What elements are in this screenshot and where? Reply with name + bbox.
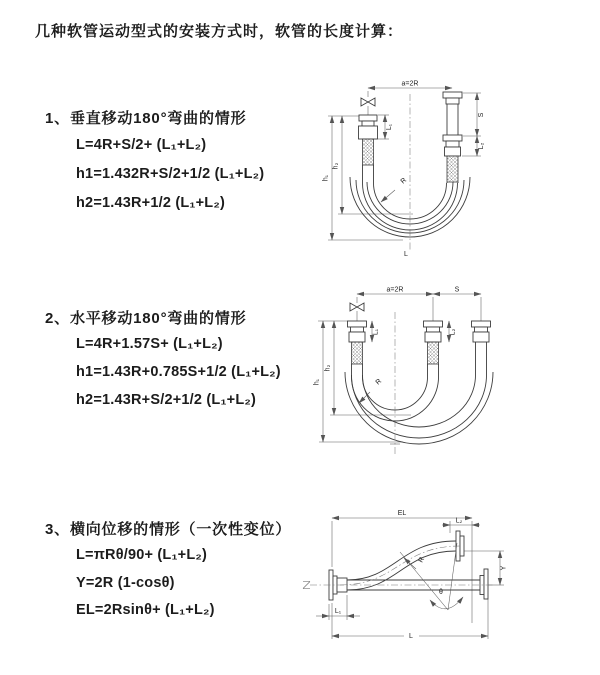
d3-radius-callout <box>404 556 426 569</box>
d2-hose-curves <box>345 364 493 444</box>
valve-icon <box>361 98 375 115</box>
diagram-lateral-displacement <box>298 503 600 653</box>
dim-label-el: EL <box>397 510 407 517</box>
d2-left-fitting <box>348 321 367 364</box>
diagram-vertical-180 <box>315 78 590 273</box>
dim-label-theta: θ <box>439 589 443 596</box>
dim-label-y: Y <box>500 565 508 571</box>
dim-label-l1: L₁ <box>386 123 393 131</box>
d3-right-flange-phantom <box>480 569 488 599</box>
braided-hose <box>352 342 363 364</box>
dim-label-s: S <box>454 286 460 294</box>
dim-label-l1: L₁ <box>334 608 342 615</box>
section-1-formula-h2: h2=1.43R+1/2 (L₁+L₂) <box>76 195 226 211</box>
dim-label-r: R <box>374 377 384 387</box>
section-2-formula-h1: h1=1.43R+0.785S+1/2 (L₁+L₂) <box>76 364 281 380</box>
dim-label-h2: h₂ <box>332 162 340 170</box>
dim-label-r: R <box>399 176 409 186</box>
d1-left-fitting <box>359 115 378 165</box>
section-3-formula-Y: Y=2R (1-cosθ) <box>76 575 175 591</box>
braided-hose <box>428 342 439 364</box>
dim-label-l1: L₁ <box>372 328 380 336</box>
dim-label-h1: h₁ <box>313 378 321 386</box>
d1-radius-callout <box>381 177 408 202</box>
dim-label-l2: L₂ <box>455 517 463 525</box>
dim-label-h1: h₁ <box>322 174 330 182</box>
braided-hose <box>447 156 458 182</box>
centerline-symbol <box>303 582 310 589</box>
d1-right-fitting <box>443 92 462 182</box>
dim-label-r: R <box>417 556 427 564</box>
dim-label-a2r: a=2R <box>386 286 404 294</box>
diagram-horizontal-180 <box>308 282 595 477</box>
dim-label-s: S <box>478 112 485 118</box>
dim-label-L: L <box>409 633 413 640</box>
dim-label-l2: L₂ <box>478 142 485 150</box>
section-3-formula-L: L=πRθ/90+ (L₁+L₂) <box>76 547 208 563</box>
page-title: 几种软管运动型式的安装方式时，软管的长度计算： <box>35 23 404 40</box>
valve-icon <box>350 303 364 321</box>
d2-right-fitting-phantom <box>472 321 491 375</box>
dim-label-l2: L₂ <box>449 328 457 336</box>
d2-middle-fitting <box>424 321 443 364</box>
section-1-formula-h1: h1=1.432R+S/2+1/2 (L₁+L₂) <box>76 166 265 182</box>
section-1-formula-L: L=4R+S/2+ (L₁+L₂) <box>76 137 207 153</box>
braided-hose <box>363 139 374 165</box>
dim-label-L: L <box>404 251 408 258</box>
d1-centerline <box>405 94 415 250</box>
section-2-heading: 2、水平移动180°弯曲的情形 <box>45 310 247 327</box>
d2-dimensions <box>314 287 482 443</box>
section-2-formula-h2: h2=1.43R+S/2+1/2 (L₁+L₂) <box>76 392 257 408</box>
section-3-formula-EL: EL=2Rsinθ+ (L₁+L₂) <box>76 602 215 618</box>
section-1-heading: 1、垂直移动180°弯曲的情形 <box>45 110 247 127</box>
section-2-formula-L: L=4R+1.57S+ (L₁+L₂) <box>76 336 223 352</box>
dim-label-a2r: a=2R <box>401 80 419 88</box>
dim-label-h2: h₂ <box>324 364 332 372</box>
d3-dimensions <box>316 510 508 640</box>
section-3-heading: 3、横向位移的情形（一次性变位） <box>45 521 292 538</box>
d1-dimensions <box>323 81 486 241</box>
